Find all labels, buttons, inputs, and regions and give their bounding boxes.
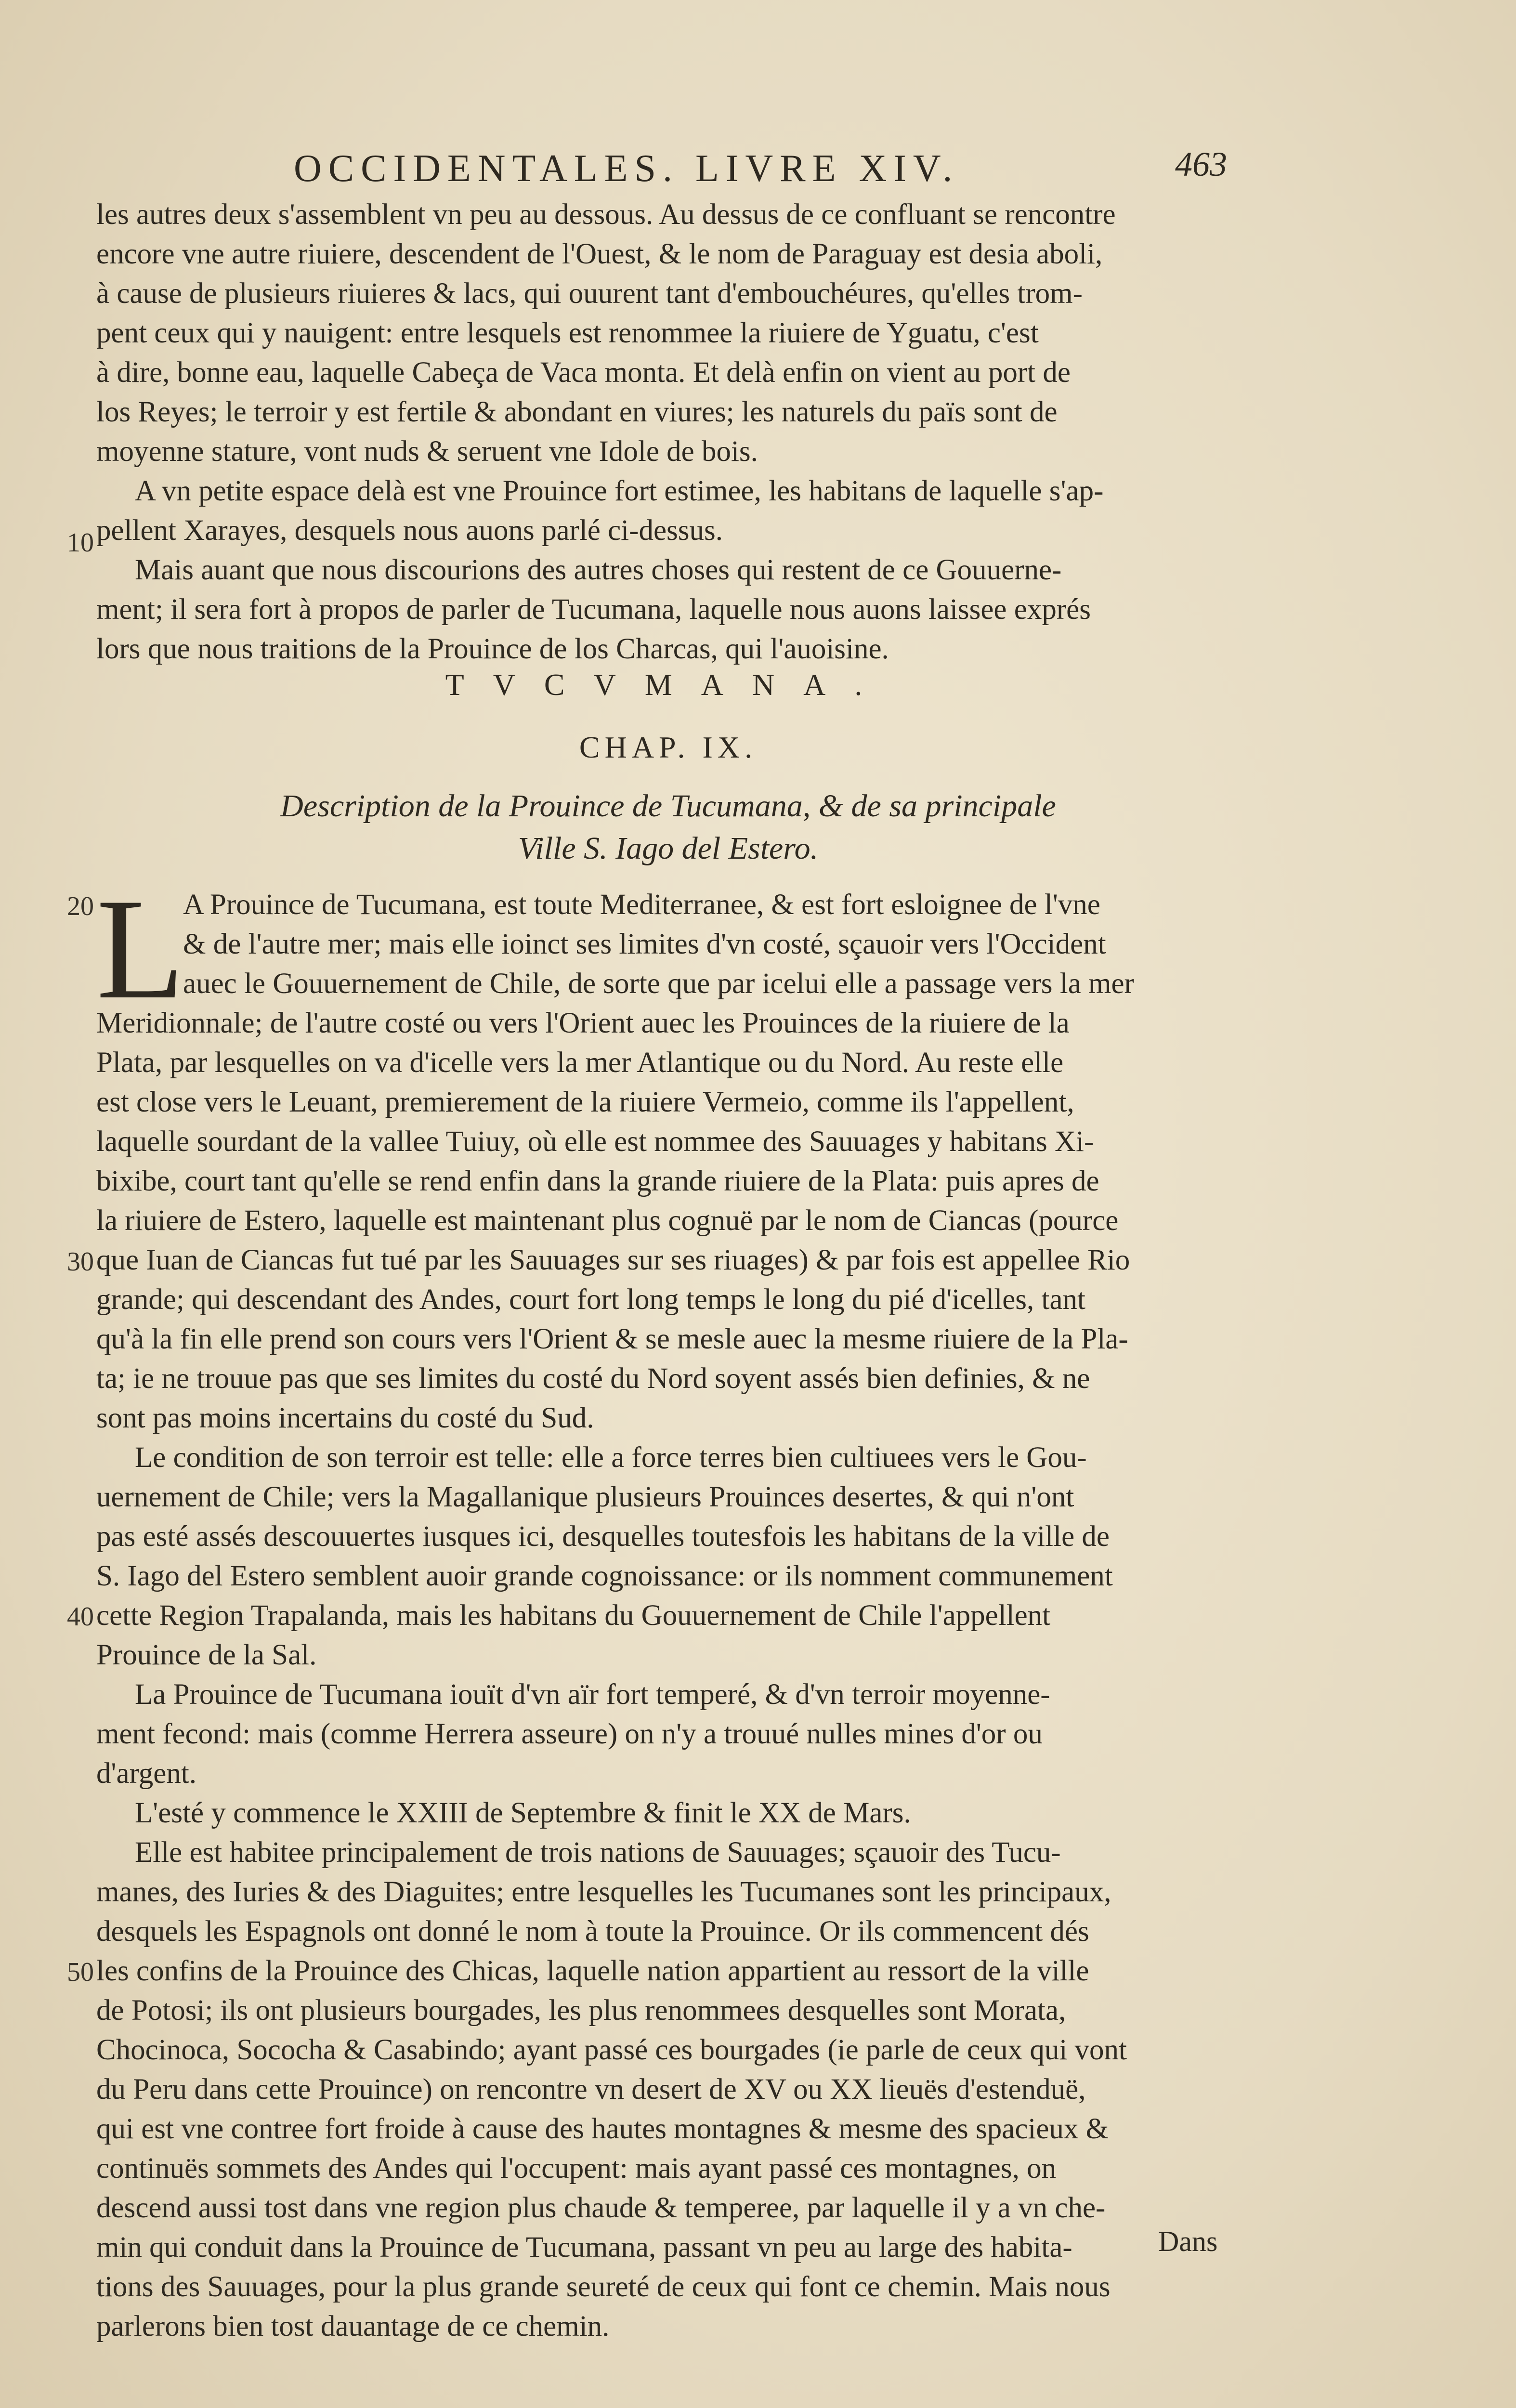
- text-line: A vn petite espace delà est vne Prouince fort estimee, les habitans de laquelle s'ap-: [135, 475, 1104, 507]
- text-line: Le condition de son terroir est telle: elle a force terres bien cultiuees vers le Gou-: [135, 1441, 1087, 1474]
- page-number: 463: [1175, 145, 1227, 183]
- text-line: ment fecond: mais (comme Herrera asseure) on n'y a trouué nulles mines d'or ou: [96, 1718, 1043, 1750]
- text-line: A Prouince de Tucumana, est toute Mediterranee, & est fort esloignee de l'vne: [183, 889, 1100, 921]
- chapter-description: [96, 785, 1240, 870]
- text-line: du Peru dans cette Prouince) on rencontre vn desert de XV ou XX lieuës d'estenduë,: [96, 2073, 1086, 2106]
- text-line: à cause de plusieurs riuieres & lacs, qui ouurent tant d'embouchéures, qu'elles trom-: [96, 277, 1083, 310]
- catchword: Dans: [1158, 2225, 1218, 2257]
- text-line: sont pas moins incertains du costé du Sud.: [96, 1402, 594, 1434]
- text-line: qui est vne contree fort froide à cause des hautes montagnes & mesme des spacieux &: [96, 2113, 1109, 2145]
- text-line: Mais auant que nous discourions des autres choses qui restent de ce Gouuerne-: [135, 554, 1062, 586]
- margin-line-number: 50: [67, 1957, 94, 1987]
- text-line: les confins de la Prouince des Chicas, laquelle nation appartient au ressort de la ville: [96, 1955, 1089, 1987]
- text-line: La Prouince de Tucumana iouït d'vn aïr fort temperé, & d'vn terroir moyenne-: [135, 1678, 1050, 1711]
- text-line: los Reyes; le terroir y est fertile & abondant en viures; les naturels du païs sont de: [96, 396, 1058, 428]
- top-text-block: [96, 195, 1240, 669]
- text-line: lors que nous traitions de la Prouince de los Charcas, qui l'auoisine.: [96, 633, 889, 665]
- body-text-block: [96, 869, 1240, 2346]
- text-line: Plata, par lesquelles on va d'icelle vers la mer Atlantique ou du Nord. Au reste elle: [96, 1047, 1064, 1079]
- text-line: grande; qui descendant des Andes, court fort long temps le long du pié d'icelles, tant: [96, 1283, 1085, 1316]
- text-line: tions des Sauuages, pour la plus grande seureté de ceux qui font ce chemin. Mais nous: [96, 2271, 1111, 2303]
- text-line: & de l'autre mer; mais elle ioinct ses limites d'vn costé, sçauoir vers l'Occident: [183, 928, 1106, 960]
- text-line: ta; ie ne trouue pas que ses limites du costé du Nord soyent assés bien definies, & ne: [96, 1362, 1090, 1395]
- text-line: uernement de Chile; vers la Magallanique plusieurs Prouinces desertes, & qui n'ont: [96, 1481, 1074, 1513]
- margin-line-number: 10: [67, 528, 94, 558]
- description-line: Ville S. Iago del Estero.: [518, 831, 819, 866]
- text-line: Chocinoca, Socochа & Casabindo; ayant passé ces bourgades (ie parle de ceux qui vont: [96, 2034, 1127, 2066]
- text-line: qu'à la fin elle prend son cours vers l'Orient & se mesle auec la mesme riuiere de la Pla-: [96, 1323, 1128, 1355]
- text-line: bixibe, court tant qu'elle se rend enfin dans la grande riuiere de la Plata: puis apres de: [96, 1165, 1099, 1197]
- margin-line-number: 20: [67, 891, 94, 921]
- text-line: ment; il sera fort à propos de parler de Tucumana, laquelle nous auons laissee exprés: [96, 593, 1091, 626]
- text-line: pas esté assés descouuertes iusques ici, desquelles toutesfois les habitans de la ville de: [96, 1520, 1110, 1553]
- text-line: pellent Xarayes, desquels nous auons parlé ci-dessus.: [96, 514, 723, 547]
- text-line: pent ceux qui y nauigent: entre lesquels est renommee la riuiere de Yguatu, c'est: [96, 317, 1039, 349]
- text-line: d'argent.: [96, 1757, 197, 1790]
- text-line: min qui conduit dans la Prouince de Tucumana, passant vn peu au large des habita-: [96, 2231, 1072, 2264]
- text-line: descend aussi tost dans vne region plus chaude & temperee, par laquelle il y a vn che-: [96, 2192, 1106, 2224]
- text-line: de Potosi; ils ont plusieurs bourgades, les plus renommees desquelles sont Morata,: [96, 1994, 1066, 2027]
- text-line: desquels les Espagnols ont donné le nom à toute la Prouince. Or ils commencent dés: [96, 1915, 1089, 1948]
- text-line: que Iuan de Ciancas fut tué par les Sauuages sur ses riuages) & par fois est appellee Rio: [96, 1244, 1130, 1276]
- text-line: encore vne autre riuiere, descendent de l'Ouest, & le nom de Paraguay est desia aboli,: [96, 238, 1103, 270]
- text-line: à dire, bonne eau, laquelle Cabeça de Vaca monta. Et delà enfin on vient au port de: [96, 356, 1071, 389]
- text-line: parlerons bien tost dauantage de ce chemin.: [96, 2310, 610, 2343]
- section-title: TVCVMANA.: [445, 667, 891, 702]
- text-line: manes, des Iuries & des Diaguites; entre lesquelles les Tucumanes sont les principaux,: [96, 1876, 1111, 1908]
- margin-line-number: 30: [67, 1247, 94, 1277]
- text-line: est close vers le Leuant, premierement de la riuiere Vermeio, comme ils l'appellent,: [96, 1086, 1074, 1118]
- margin-line-number: 40: [67, 1602, 94, 1632]
- chapter-heading: CHAP. IX.: [579, 730, 758, 764]
- text-line: continuës sommets des Andes qui l'occupent: mais ayant passé ces montagnes, on: [96, 2152, 1057, 2185]
- drop-cap: L: [96, 869, 185, 1029]
- text-line: Prouince de la Sal.: [96, 1639, 317, 1671]
- text-line: les autres deux s'assemblent vn peu au dessous. Au dessus de ce confluant se rencontre: [96, 198, 1116, 231]
- running-title: OCCIDENTALES. LIVRE XIV.: [294, 147, 959, 190]
- text-line: laquelle sourdant de la vallee Tuiuy, où elle est nommee des Sauuages y habitans Xi-: [96, 1125, 1094, 1158]
- text-line: Elle est habitee principalement de trois nations de Sauuages; sçauoir des Tucu-: [135, 1836, 1061, 1869]
- description-line: Description de la Prouince de Tucumana, & de sa principale: [280, 788, 1056, 824]
- text-line: L'esté y commence le XXIII de Septembre & finit le XX de Mars.: [135, 1797, 911, 1829]
- text-line: auec le Gouuernement de Chile, de sorte que par icelui elle a passage vers la mer: [183, 968, 1134, 1000]
- text-line: cette Region Trapalanda, mais les habitans du Gouuernement de Chile l'appellent: [96, 1599, 1051, 1632]
- text-line: Meridionnale; de l'autre costé ou vers l'Orient auec les Prouinces de la riuiere de la: [96, 1007, 1070, 1039]
- text-line: la riuiere de Estero, laquelle est maintenant plus cognuë par le nom de Ciancas (pource: [96, 1204, 1119, 1237]
- text-line: moyenne stature, vont nuds & seruent vne Idole de bois.: [96, 435, 758, 468]
- text-line: S. Iago del Estero semblent auoir grande cognoissance: or ils nomment communement: [96, 1560, 1113, 1592]
